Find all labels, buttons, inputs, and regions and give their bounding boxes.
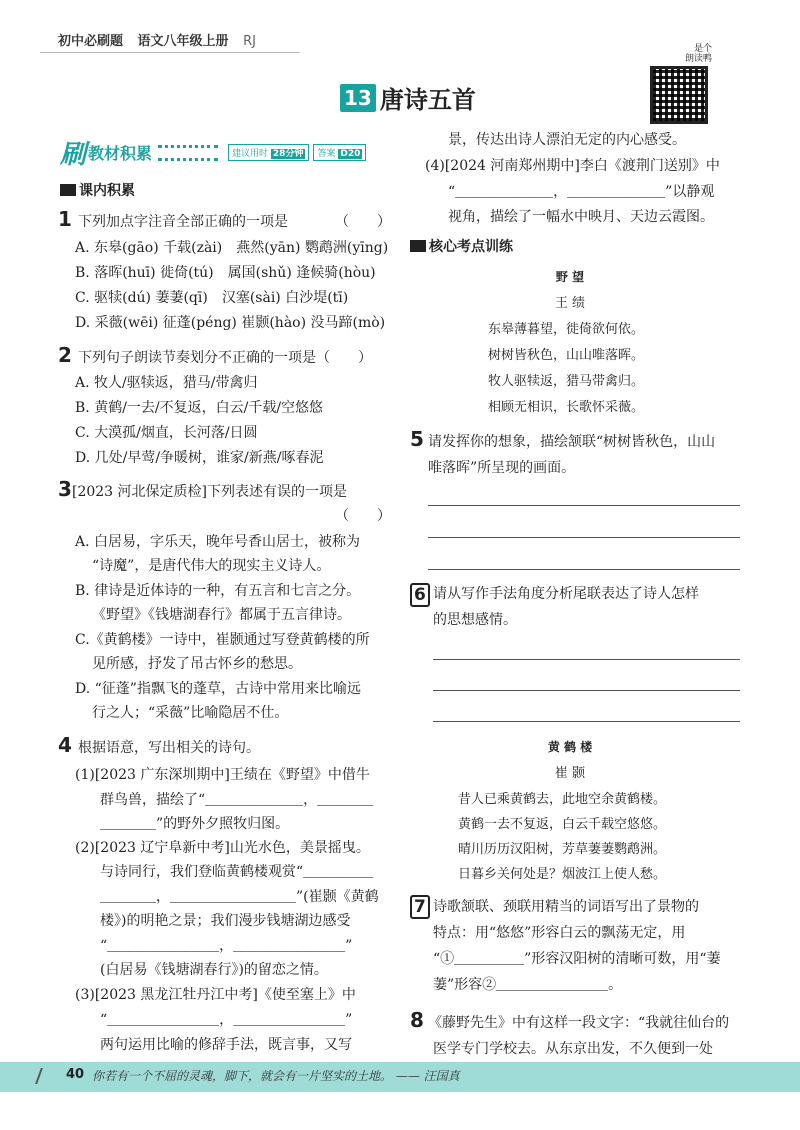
q3-number: 3: [58, 477, 72, 501]
q7-number: 7: [410, 895, 430, 919]
poem-line: 晴川历历汉阳树，芳草萋萋鹦鹉洲。: [458, 842, 667, 857]
q3-option: C.《黄鹤楼》一诗中，崔颢通过写登黄鹤楼的所: [75, 632, 370, 648]
q7-text[interactable]: 萋”形容②＿＿＿＿＿＿＿＿。: [433, 977, 623, 993]
answer-line[interactable]: [428, 537, 740, 538]
qr-label-2: 朗读鸭: [684, 54, 712, 64]
q4-line[interactable]: 与诗同行，我们登临黄鹤楼观赏“＿＿＿＿＿: [100, 864, 374, 880]
q4-stem: 根据语意，写出相关的诗句。: [78, 740, 260, 756]
header: [58, 30, 266, 49]
q4-line[interactable]: ＿＿＿＿”的野外夕照牧归图。: [100, 816, 290, 832]
q2-option: B. 黄鹤/一去/不复返，白云/千载/空悠悠: [75, 400, 324, 416]
q3-option: 见所感，抒发了吊古怀乡的愁思。: [92, 656, 302, 672]
q4-line: 两句运用比喻的修辞手法，既言事，又写: [100, 1037, 352, 1053]
q4-line: 楼》)的明艳之景；我们漫步钱塘湖边感受: [100, 913, 351, 929]
q3-option: 《野望》《钱塘湖春行》都属于五言律诗。: [92, 607, 351, 623]
header-rule: [40, 52, 300, 53]
answer-line[interactable]: [433, 721, 740, 722]
band-divider: [158, 145, 218, 161]
poem-line: 日暮乡关何处是？烟波江上使人愁。: [458, 867, 667, 882]
brush-icon: 刷: [60, 140, 87, 170]
q1-option: C. 驱犊(dú) 萋萋(qī) 汉塞(sài) 白沙堤(tī): [75, 290, 349, 306]
q4-line[interactable]: “＿＿＿＿＿＿＿＿，＿＿＿＿＿＿＿＿”: [100, 1012, 353, 1028]
leaf-icon: [35, 1068, 63, 1084]
q8-number: 8: [410, 1008, 424, 1032]
q4-line[interactable]: “＿＿＿＿＿＿＿＿，＿＿＿＿＿＿＿＿”: [100, 938, 353, 954]
q6-text: 请从写作手法角度分析尾联表达了诗人怎样: [433, 586, 699, 602]
poem-line: 相顾无相识，长歌怀采薇。: [488, 400, 645, 415]
q7-text: 特点：用“悠悠”形容白云的飘荡无定，用: [433, 925, 686, 941]
qr-label-1: 是个: [693, 44, 712, 54]
q4-continued[interactable]: “＿＿＿＿＿＿＿，＿＿＿＿＿＿＿”以静观: [448, 184, 715, 200]
footer-bar: [0, 1062, 800, 1092]
q3-option: “诗魔”，是唐代伟大的现实主义诗人。: [92, 558, 331, 574]
answer-line[interactable]: [433, 690, 740, 691]
poem-line: 牧人驱犊返，猎马带禽归。: [488, 374, 645, 389]
q3-option: 行之人；“采薇”比喻隐居不仕。: [92, 705, 289, 721]
poem-line: 昔人已乘黄鹤去，此地空余黄鹤楼。: [458, 792, 667, 807]
q4-number: 4: [58, 733, 72, 757]
answer-page: D20: [340, 149, 361, 159]
answer-line[interactable]: [428, 505, 740, 506]
q1-option: A. 东皋(gāo) 千载(zài) 燕然(yān) 鹦鹉洲(yīng): [75, 240, 389, 256]
qr-code-icon[interactable]: [650, 66, 708, 124]
q2-option: D. 几处/早莺/争暖树，谁家/新燕/啄春泥: [75, 450, 324, 466]
q2-stem: 下列句子朗读节奏划分不正确的一项是（ ）: [78, 350, 372, 366]
answer-label: 答案: [317, 149, 336, 159]
answer-tag: [313, 144, 366, 161]
footer-quote: 你若有一个不屈的灵魂，脚下，就会有一片坚实的土地。 —— 汪国真: [92, 1069, 460, 1083]
q1-answer-paren[interactable]: （ ）: [335, 214, 391, 230]
lesson-number: 13: [340, 84, 376, 112]
answer-line[interactable]: [433, 659, 740, 660]
q6-number: 6: [410, 583, 430, 607]
lesson-title: [340, 80, 476, 115]
section-heading-1: [60, 180, 135, 200]
q1-option: D. 采薇(wēi) 征蓬(péng) 崔颢(hào) 没马蹄(mò): [75, 315, 386, 331]
q5-number: 5: [410, 427, 424, 451]
heading-marker-icon: [60, 184, 76, 196]
q4-continued: 景，传达出诗人漂泊无定的内心感受。: [448, 132, 686, 148]
q7-text: 诗歌颔联、颈联用精当的词语写出了景物的: [433, 899, 699, 915]
poem-author: 王 绩: [554, 296, 586, 311]
time-label: 建议用时: [232, 149, 269, 159]
q1-number: 1: [58, 207, 72, 231]
heading-marker-icon: [410, 240, 426, 252]
book-name: 语文八年级上册: [137, 34, 229, 49]
poem-line: 东皋薄暮望，徙倚欲何依。: [488, 322, 645, 337]
q2-option: C. 大漠孤/烟直，长河落/日圆: [75, 425, 258, 441]
band-title: 教材积累: [88, 144, 153, 163]
answer-line[interactable]: [428, 569, 740, 570]
q4-line: (1)[2023 广东深圳期中]王绩在《野望》中借牛: [75, 767, 370, 783]
section-band: [60, 134, 366, 171]
q3-stem: [2023 河北保定质检]下列表述有误的一项是: [72, 484, 348, 500]
poem-line: 黄鹤一去不复返，白云千载空悠悠。: [458, 817, 667, 832]
q3-option: D. “征蓬”指飘飞的蓬草，古诗中常用来比喻远: [75, 681, 361, 697]
q4-line: (白居易《钱塘湖春行》)的留恋之情。: [100, 962, 328, 978]
q4-line[interactable]: 群鸟兽，描绘了“＿＿＿＿＿＿＿，＿＿＿＿: [100, 792, 374, 808]
q4-continued: (4)[2024 河南郑州期中]李白《渡荆门送别》中: [425, 158, 720, 174]
q2-number: 2: [58, 343, 72, 367]
q3-option: A. 白居易，字乐天，晚年号香山居士，被称为: [75, 534, 361, 550]
q2-option: A. 牧人/驱犊返，猎马/带禽归: [75, 375, 258, 391]
poem-author: 崔 颢: [554, 766, 586, 781]
time-tag: [228, 144, 309, 161]
q4-continued: 视角，描绘了一幅水中映月、天边云霞图。: [448, 209, 714, 225]
poem-line: 树树皆秋色，山山唯落晖。: [488, 348, 645, 363]
q7-text[interactable]: “①＿＿＿＿＿”形容汉阳树的清晰可数，用“萋: [433, 951, 721, 967]
lesson-name: 唐诗五首: [379, 86, 476, 114]
q6-text: 的思想感情。: [433, 612, 517, 628]
poem-title: 黄 鹤 楼: [547, 740, 593, 754]
edition: RJ: [243, 34, 256, 49]
poem-title: 野 望: [555, 270, 585, 284]
heading-text: 核心考点训练: [429, 239, 513, 255]
q5-text: 请发挥你的想象，描绘颔联“树树皆秋色，山山: [428, 434, 716, 450]
section-heading-2: [410, 236, 513, 256]
q8-text: 《藤野先生》中有这样一段文字：“我就往仙台的: [428, 1015, 730, 1031]
q4-line: (2)[2023 辽宁阜新中考]山光水色，美景摇曳。: [75, 840, 370, 856]
q8-text: 医学专门学校去。从东京出发，不久便到一处: [433, 1041, 713, 1057]
q1-stem: 下列加点字注音全部正确的一项是: [78, 214, 288, 230]
q3-answer-paren[interactable]: （ ）: [335, 508, 391, 524]
q3-option: B. 律诗是近体诗的一种，有五言和七言之分。: [75, 583, 361, 599]
series-name: 初中必刷题: [58, 34, 124, 49]
time-value: 28分钟: [272, 149, 304, 159]
qr-block[interactable]: [650, 44, 712, 124]
heading-text: 课内积累: [79, 183, 135, 199]
page-number: 40: [66, 1067, 85, 1082]
q5-text: 唯落晖”所呈现的画面。: [428, 460, 576, 476]
q4-line[interactable]: ＿＿＿＿，＿＿＿＿＿＿＿＿＿”(崔颢《黄鹤: [100, 889, 379, 905]
q4-line: (3)[2023 黑龙江牡丹江中考]《使至塞上》中: [75, 987, 356, 1003]
q1-option: B. 落晖(huī) 徙倚(tú) 属国(shǔ) 逢候骑(hòu): [75, 265, 376, 281]
